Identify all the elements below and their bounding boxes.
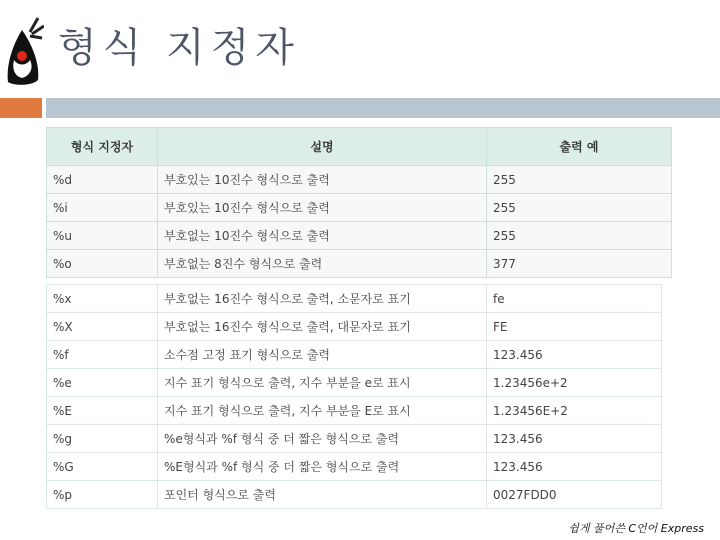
header-desc: 설명: [158, 128, 487, 166]
example-cell: fe: [487, 285, 662, 313]
spec-cell: %X: [47, 313, 158, 341]
desc-cell: 부호있는 10진수 형식으로 출력: [158, 194, 487, 222]
table-row: [47, 166, 672, 194]
desc-cell: %e형식과 %f 형식 중 더 짧은 형식으로 출력: [158, 425, 487, 453]
example-cell: 123.456: [487, 425, 662, 453]
spec-cell: %g: [47, 425, 158, 453]
desc-cell: 포인터 형식으로 출력: [158, 481, 487, 509]
desc-cell: 부호없는 16진수 형식으로 출력, 대문자로 표기: [158, 313, 487, 341]
spec-cell: %G: [47, 453, 158, 481]
table-row: [47, 313, 662, 341]
spec-cell: %d: [47, 166, 158, 194]
desc-cell: 소수점 고정 표기 형식으로 출력: [158, 341, 487, 369]
spec-cell: %o: [47, 250, 158, 278]
desc-cell: 지수 표기 형식으로 출력, 지수 부분을 E로 표시: [158, 397, 487, 425]
desc-cell: %E형식과 %f 형식 중 더 짧은 형식으로 출력: [158, 453, 487, 481]
duke-mascot-icon: [4, 16, 44, 96]
desc-cell: 부호없는 16진수 형식으로 출력, 소문자로 표기: [158, 285, 487, 313]
desc-cell: 부호있는 10진수 형식으로 출력: [158, 166, 487, 194]
table-row: [47, 194, 672, 222]
table-row: [47, 341, 662, 369]
format-specifier-table-continued: [46, 284, 662, 509]
spec-cell: %f: [47, 341, 158, 369]
spec-cell: %E: [47, 397, 158, 425]
table-row: [47, 453, 662, 481]
page-title: 형식 지정자: [58, 25, 300, 71]
desc-cell: 지수 표기 형식으로 출력, 지수 부분을 e로 표시: [158, 369, 487, 397]
table-row: [47, 285, 662, 313]
table-row: [47, 425, 662, 453]
example-cell: 123.456: [487, 341, 662, 369]
spec-cell: %e: [47, 369, 158, 397]
example-cell: 1.23456e+2: [487, 369, 662, 397]
table-row: [47, 222, 672, 250]
spec-cell: %i: [47, 194, 158, 222]
header-spec: 형식 지정자: [47, 128, 158, 166]
example-cell: FE: [487, 313, 662, 341]
desc-cell: 부호없는 8진수 형식으로 출력: [158, 250, 487, 278]
accent-bar-orange: [0, 98, 42, 118]
spec-cell: %u: [47, 222, 158, 250]
accent-bar-blue: [46, 98, 720, 118]
spec-cell: %x: [47, 285, 158, 313]
example-cell: 377: [487, 250, 672, 278]
desc-cell: 부호없는 10진수 형식으로 출력: [158, 222, 487, 250]
footer-caption: 쉽게 풀어쓴 C언어 Express: [568, 522, 704, 535]
table-header-row: [47, 128, 672, 166]
header-example: 출력 예: [487, 128, 672, 166]
example-cell: 0027FDD0: [487, 481, 662, 509]
table-row: [47, 481, 662, 509]
example-cell: 123.456: [487, 453, 662, 481]
example-cell: 255: [487, 194, 672, 222]
example-cell: 1.23456E+2: [487, 397, 662, 425]
table-row: [47, 397, 662, 425]
table-row: [47, 369, 662, 397]
example-cell: 255: [487, 222, 672, 250]
example-cell: 255: [487, 166, 672, 194]
table-row: [47, 250, 672, 278]
format-specifier-table: [46, 127, 672, 278]
spec-cell: %p: [47, 481, 158, 509]
